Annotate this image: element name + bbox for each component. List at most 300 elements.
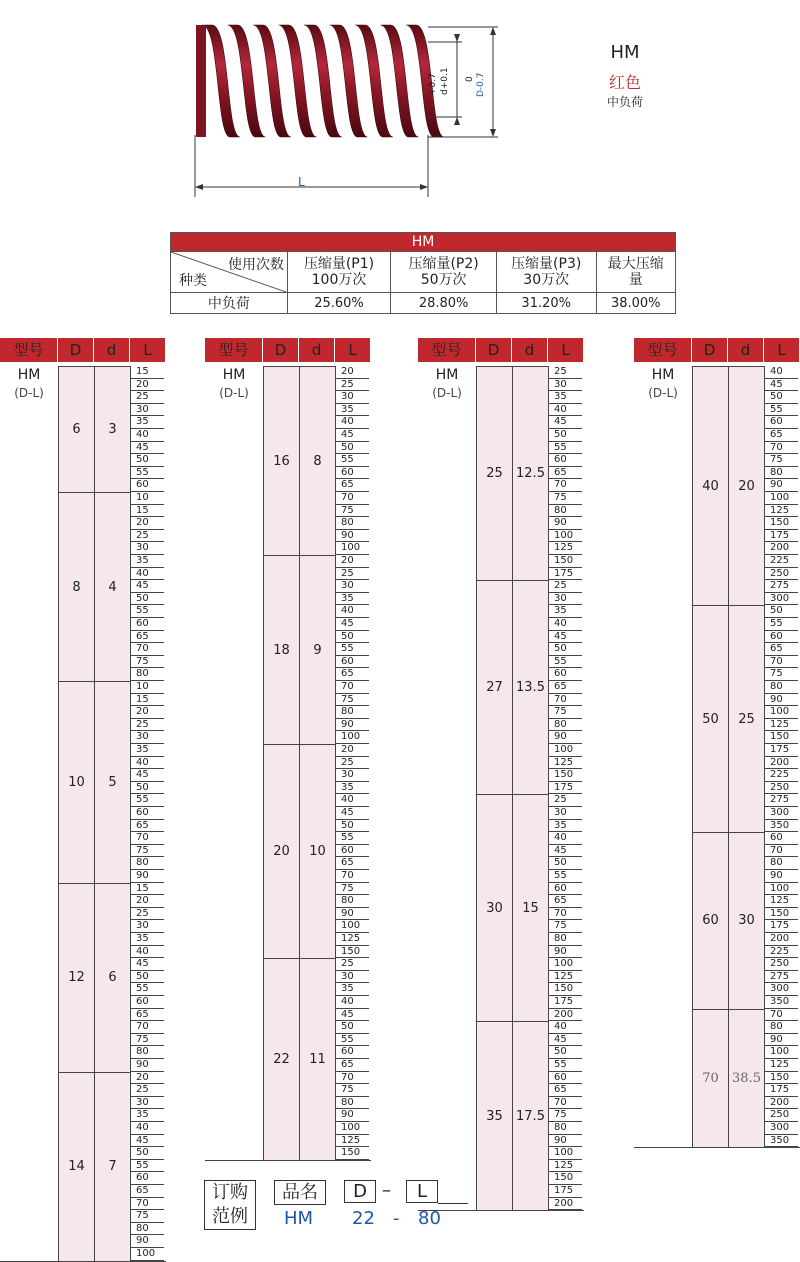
spec-L-value: 40 <box>548 1021 582 1034</box>
spec-L-value: 80 <box>548 719 582 732</box>
spring-coil <box>202 25 240 137</box>
spec-baseline <box>205 1160 371 1161</box>
spec-L-value: 70 <box>548 479 582 492</box>
spec-L-value: 65 <box>548 895 582 908</box>
spec-L-value: 65 <box>130 1009 164 1022</box>
spec-L-value: 55 <box>548 656 582 669</box>
spec-L-value: 225 <box>764 555 798 568</box>
spec-D-cell: 20 <box>263 744 300 959</box>
spec-L-value: 70 <box>335 492 369 505</box>
spec-L-value: 55 <box>130 605 164 618</box>
spec-header <box>418 338 584 362</box>
spec-L-value: 35 <box>130 1109 164 1122</box>
spec-L-value: 175 <box>764 744 798 757</box>
spec-L-value: 55 <box>548 1059 582 1072</box>
spec-L-value: 125 <box>764 719 798 732</box>
spec-L-value: 35 <box>130 933 164 946</box>
header-max: 最大压缩 量 <box>596 252 676 293</box>
spec-L-value: 25 <box>335 757 369 770</box>
spec-L-value: 70 <box>548 1097 582 1110</box>
spec-L-value: 25 <box>548 794 582 807</box>
spec-L-value: 40 <box>764 366 798 379</box>
spec-L-value: 90 <box>335 908 369 921</box>
spec-L-value: 40 <box>130 1122 164 1135</box>
spec-L-value: 75 <box>335 505 369 518</box>
spec-L-value: 250 <box>764 568 798 581</box>
spec-L-value: 80 <box>764 681 798 694</box>
spec-L-value: 100 <box>335 731 369 744</box>
spec-L-value: 275 <box>764 794 798 807</box>
spec-L-value: 80 <box>764 857 798 870</box>
spec-L-value: 25 <box>548 366 582 379</box>
spec-L-value: 55 <box>130 983 164 996</box>
spec-L-value: 65 <box>130 820 164 833</box>
spec-L-value: 150 <box>764 1072 798 1085</box>
spec-L-value: 15 <box>130 883 164 896</box>
spec-L-value: 175 <box>764 1084 798 1097</box>
spec-L-value: 80 <box>548 1122 582 1135</box>
spec-L-value: 30 <box>335 769 369 782</box>
spec-L-value: 100 <box>548 1147 582 1160</box>
spec-L-value: 70 <box>335 681 369 694</box>
spec-L-value: 80 <box>130 1223 164 1236</box>
spec-L-value: 65 <box>548 1084 582 1097</box>
spec-L-value: 200 <box>764 933 798 946</box>
spec-L-value: 15 <box>130 366 164 379</box>
spec-L-value: 30 <box>130 542 164 555</box>
spec-L-value: 65 <box>764 643 798 656</box>
spring-coil <box>279 25 317 137</box>
spec-L-value: 100 <box>764 492 798 505</box>
spec-L-value: 350 <box>764 996 798 1009</box>
spec-header-0: 型号 <box>0 338 58 362</box>
spec-L-value: 90 <box>335 530 369 543</box>
spec-L-value: 35 <box>548 820 582 833</box>
spec-L-value: 175 <box>548 1185 582 1198</box>
spec-L-value: 75 <box>548 706 582 719</box>
spec-d-cell: 30 <box>728 832 765 1009</box>
spec-L-value: 125 <box>764 895 798 908</box>
spec-L-value: 175 <box>548 996 582 1009</box>
spec-L-value: 90 <box>130 1059 164 1072</box>
spec-L-value: 60 <box>764 416 798 429</box>
spec-L-value: 30 <box>130 920 164 933</box>
spec-d-cell: 15 <box>512 794 549 1022</box>
spec-L-value: 50 <box>548 857 582 870</box>
spec-L-value: 60 <box>335 1046 369 1059</box>
spec-L-value: 90 <box>130 870 164 883</box>
spec-L-value: 65 <box>335 479 369 492</box>
spec-L-value: 30 <box>335 971 369 984</box>
spec-L-value: 35 <box>548 391 582 404</box>
spec-L-value: 35 <box>335 983 369 996</box>
product-model: HM <box>610 42 640 63</box>
spec-D-cell: 60 <box>692 832 729 1009</box>
spec-D-cell: 6 <box>58 366 95 493</box>
order-example-L: 80 <box>418 1208 441 1229</box>
spec-L-value: 20 <box>335 744 369 757</box>
order-example-dash: - <box>393 1208 400 1229</box>
spec-L-value: 40 <box>335 416 369 429</box>
spec-L-value: 125 <box>764 1059 798 1072</box>
spec-L-value: 150 <box>548 1172 582 1185</box>
order-underline <box>438 1203 468 1204</box>
spec-L-value: 150 <box>335 1147 369 1160</box>
spec-L-value: 200 <box>764 1097 798 1110</box>
spec-header-3: L <box>548 338 584 362</box>
spec-L-value: 15 <box>130 694 164 707</box>
spec-d-cell: 4 <box>94 492 131 682</box>
spec-model: HM <box>222 367 246 383</box>
spec-L-value: 45 <box>335 429 369 442</box>
load-table-title: HM <box>171 233 676 252</box>
spec-L-value: 100 <box>335 542 369 555</box>
spec-L-value: 125 <box>764 505 798 518</box>
spec-L-value: 70 <box>764 1009 798 1022</box>
spec-L-value: 25 <box>130 530 164 543</box>
spec-L-value: 45 <box>130 442 164 455</box>
spec-L-value: 150 <box>764 731 798 744</box>
spec-L-value: 90 <box>130 1235 164 1248</box>
spec-L-value: 25 <box>130 391 164 404</box>
spec-L-value: 75 <box>548 920 582 933</box>
spec-L-value: 25 <box>130 1084 164 1097</box>
spec-L-value: 75 <box>130 1210 164 1223</box>
spec-L-value: 75 <box>130 1034 164 1047</box>
spec-L-value: 40 <box>335 794 369 807</box>
spec-L-value: 45 <box>130 769 164 782</box>
spec-L-value: 45 <box>764 379 798 392</box>
spec-L-value: 45 <box>335 1009 369 1022</box>
spec-L-value: 90 <box>335 1109 369 1122</box>
spec-header-3: L <box>130 338 166 362</box>
order-example-label: 订购 范例 <box>204 1180 256 1230</box>
spec-L-value: 55 <box>548 870 582 883</box>
spec-L-value: 70 <box>764 442 798 455</box>
spec-L-value: 75 <box>335 694 369 707</box>
spec-L-value: 125 <box>335 933 369 946</box>
spec-L-value: 40 <box>548 404 582 417</box>
spec-L-value: 50 <box>548 1046 582 1059</box>
spec-L-value: 225 <box>764 946 798 959</box>
spec-baseline <box>634 1147 800 1148</box>
spec-header-3: L <box>764 338 800 362</box>
spec-L-value: 60 <box>130 1172 164 1185</box>
spec-L-value: 50 <box>548 643 582 656</box>
order-d-box: D <box>344 1180 376 1203</box>
spec-L-value: 20 <box>130 379 164 392</box>
spec-L-value: 350 <box>764 820 798 833</box>
spring-drawing <box>190 15 510 200</box>
spec-L-value: 60 <box>335 656 369 669</box>
spec-D-cell: 25 <box>476 366 513 581</box>
spec-L-value: 55 <box>130 467 164 480</box>
spec-L-value: 30 <box>548 807 582 820</box>
spec-L-value: 45 <box>130 580 164 593</box>
spec-L-value: 275 <box>764 580 798 593</box>
d-tolerance: d+0.1 <box>440 67 450 95</box>
spec-L-value: 90 <box>548 517 582 530</box>
spec-model-label <box>0 366 58 402</box>
spec-L-value: 100 <box>130 1248 164 1261</box>
spec-L-value: 80 <box>335 517 369 530</box>
spec-d-cell: 3 <box>94 366 131 493</box>
spring-coil <box>253 25 291 137</box>
spec-d-cell: 9 <box>299 555 336 745</box>
spec-baseline <box>0 1261 166 1262</box>
spec-D-cell: 30 <box>476 794 513 1022</box>
spec-L-value: 70 <box>335 1072 369 1085</box>
spec-L-value: 30 <box>130 404 164 417</box>
spec-L-value: 70 <box>130 832 164 845</box>
spec-L-value: 40 <box>548 618 582 631</box>
spec-L-value: 125 <box>548 757 582 770</box>
spec-L-value: 80 <box>335 706 369 719</box>
spec-L-value: 50 <box>764 605 798 618</box>
spec-L-value: 65 <box>764 429 798 442</box>
spec-d-cell: 10 <box>299 744 336 959</box>
spec-L-value: 125 <box>548 1160 582 1173</box>
spec-L-value: 275 <box>764 971 798 984</box>
spec-L-value: 80 <box>764 467 798 480</box>
spec-L-value: 45 <box>130 958 164 971</box>
spec-L-value: 35 <box>130 416 164 429</box>
spec-D-cell: 22 <box>263 958 300 1161</box>
spec-L-value: 75 <box>548 492 582 505</box>
spec-L-value: 75 <box>548 1109 582 1122</box>
spring-coil <box>355 25 393 137</box>
value-p3: 31.20% <box>496 293 596 314</box>
spec-L-value: 150 <box>548 769 582 782</box>
spec-L-value: 90 <box>335 719 369 732</box>
D-tolerance-top: 0 <box>465 76 475 82</box>
order-l-box: L <box>406 1180 438 1203</box>
spec-L-value: 65 <box>548 467 582 480</box>
spec-L-value: 70 <box>548 694 582 707</box>
spec-d-cell: 5 <box>94 681 131 884</box>
spec-L-value: 45 <box>335 807 369 820</box>
spec-L-value: 70 <box>130 1198 164 1211</box>
spec-L-value: 10 <box>130 492 164 505</box>
spec-L-value: 75 <box>130 656 164 669</box>
spec-L-value: 55 <box>335 1034 369 1047</box>
spec-d-cell: 17.5 <box>512 1021 549 1211</box>
spec-L-value: 75 <box>335 883 369 896</box>
header-p3: 压缩量(P3) 30万次 <box>496 252 596 293</box>
spec-model: HM <box>435 367 459 383</box>
spec-L-value: 300 <box>764 807 798 820</box>
spec-L-value: 90 <box>764 870 798 883</box>
spec-L-value: 300 <box>764 1122 798 1135</box>
spec-L-value: 55 <box>764 618 798 631</box>
spec-D-cell: 14 <box>58 1072 95 1262</box>
spec-L-value: 80 <box>335 1097 369 1110</box>
spec-L-value: 75 <box>764 668 798 681</box>
spec-L-value: 125 <box>548 542 582 555</box>
spec-L-value: 300 <box>764 593 798 606</box>
spec-L-value: 40 <box>130 757 164 770</box>
spec-L-value: 40 <box>548 832 582 845</box>
spec-L-value: 30 <box>335 391 369 404</box>
spec-L-value: 25 <box>130 908 164 921</box>
spec-header-0: 型号 <box>418 338 476 362</box>
spec-d-cell: 11 <box>299 958 336 1161</box>
spec-L-value: 225 <box>764 769 798 782</box>
header-p1: 压缩量(P1) 100万次 <box>287 252 391 293</box>
spec-L-value: 35 <box>130 744 164 757</box>
spec-L-value: 250 <box>764 782 798 795</box>
spec-L-value: 20 <box>130 706 164 719</box>
spec-L-value: 30 <box>548 379 582 392</box>
spec-d-cell: 7 <box>94 1072 131 1262</box>
spec-L-value: 45 <box>548 416 582 429</box>
spec-L-value: 20 <box>335 366 369 379</box>
spec-L-value: 175 <box>764 530 798 543</box>
spec-L-value: 50 <box>130 593 164 606</box>
spec-L-value: 60 <box>335 845 369 858</box>
spec-L-value: 50 <box>335 442 369 455</box>
spec-L-value: 100 <box>335 920 369 933</box>
spec-L-value: 80 <box>335 895 369 908</box>
spec-L-value: 75 <box>764 454 798 467</box>
spec-L-value: 60 <box>548 1072 582 1085</box>
spec-L-value: 20 <box>130 895 164 908</box>
spec-L-value: 55 <box>335 454 369 467</box>
spec-L-value: 50 <box>130 971 164 984</box>
spec-L-value: 50 <box>764 391 798 404</box>
spec-L-value: 70 <box>130 1021 164 1034</box>
spec-L-value: 90 <box>548 731 582 744</box>
spec-d-cell: 12.5 <box>512 366 549 581</box>
spring-coil <box>304 25 342 137</box>
spec-L-value: 60 <box>335 467 369 480</box>
spec-L-value: 25 <box>130 719 164 732</box>
spec-L-value: 100 <box>764 1046 798 1059</box>
spec-L-value: 60 <box>548 883 582 896</box>
spec-L-value: 200 <box>548 1009 582 1022</box>
value-max: 38.00% <box>596 293 676 314</box>
spec-L-value: 40 <box>130 429 164 442</box>
spec-L-value: 100 <box>335 1122 369 1135</box>
spec-L-value: 45 <box>130 1135 164 1148</box>
spec-L-value: 300 <box>764 983 798 996</box>
spec-header-2: d <box>512 338 548 362</box>
spec-L-value: 50 <box>335 820 369 833</box>
spec-L-value: 80 <box>548 505 582 518</box>
spec-d-cell: 38.5 <box>728 1009 765 1149</box>
spec-d-cell: 25 <box>728 605 765 833</box>
spec-L-value: 100 <box>548 958 582 971</box>
spec-L-value: 45 <box>548 631 582 644</box>
spec-L-value: 150 <box>764 908 798 921</box>
spec-L-value: 70 <box>335 870 369 883</box>
spec-header-0: 型号 <box>634 338 692 362</box>
spec-header-2: d <box>728 338 764 362</box>
spec-L-value: 90 <box>548 1135 582 1148</box>
spec-L-value: 60 <box>130 479 164 492</box>
spec-L-value: 50 <box>130 782 164 795</box>
spec-L-value: 35 <box>335 593 369 606</box>
spec-L-value: 90 <box>764 1034 798 1047</box>
spec-L-value: 100 <box>764 883 798 896</box>
spec-L-value: 150 <box>335 946 369 959</box>
spec-model-sub: (D-L) <box>648 386 678 400</box>
spec-L-value: 30 <box>130 1097 164 1110</box>
spec-L-value: 55 <box>548 442 582 455</box>
spec-L-value: 50 <box>548 429 582 442</box>
order-example-model: HM <box>284 1208 314 1229</box>
spec-L-value: 25 <box>335 568 369 581</box>
corner-bottom-label: 种类 <box>179 273 207 289</box>
spec-L-value: 200 <box>764 542 798 555</box>
spec-D-cell: 16 <box>263 366 300 556</box>
spec-L-value: 50 <box>130 454 164 467</box>
spec-L-value: 45 <box>548 1034 582 1047</box>
spec-L-value: 100 <box>764 706 798 719</box>
spring-coil <box>330 25 368 137</box>
spec-L-value: 60 <box>764 832 798 845</box>
spec-L-value: 30 <box>548 593 582 606</box>
spec-L-value: 175 <box>548 568 582 581</box>
order-name-label: 品名 <box>274 1180 326 1205</box>
spec-L-value: 25 <box>335 379 369 392</box>
spec-D-cell: 40 <box>692 366 729 606</box>
spec-header-3: L <box>335 338 371 362</box>
spec-L-value: 80 <box>130 1046 164 1059</box>
spec-L-value: 150 <box>764 517 798 530</box>
spec-L-value: 20 <box>130 517 164 530</box>
spec-L-value: 100 <box>548 744 582 757</box>
length-label: L <box>298 175 305 189</box>
spec-L-value: 60 <box>548 454 582 467</box>
spec-d-cell: 13.5 <box>512 580 549 795</box>
spec-L-value: 350 <box>764 1135 798 1148</box>
load-table-corner <box>171 252 288 293</box>
order-example-D: 22 <box>352 1208 375 1229</box>
spec-L-value: 80 <box>764 1021 798 1034</box>
spec-L-value: 15 <box>130 505 164 518</box>
spec-L-value: 175 <box>764 920 798 933</box>
spec-model-sub: (D-L) <box>219 386 249 400</box>
spec-L-value: 65 <box>130 631 164 644</box>
spec-L-value: 60 <box>764 631 798 644</box>
spec-L-value: 35 <box>548 605 582 618</box>
spec-L-value: 90 <box>764 479 798 492</box>
spec-L-value: 150 <box>548 983 582 996</box>
product-load: 中负荷 <box>606 95 643 109</box>
spec-L-value: 60 <box>130 807 164 820</box>
spec-baseline <box>418 1210 584 1211</box>
spec-L-value: 60 <box>548 668 582 681</box>
spec-header-1: D <box>263 338 299 362</box>
spec-L-value: 250 <box>764 1109 798 1122</box>
load-table <box>170 232 676 314</box>
spec-header-1: D <box>476 338 512 362</box>
spec-L-value: 125 <box>335 1135 369 1148</box>
spec-L-value: 10 <box>130 681 164 694</box>
spec-header-0: 型号 <box>205 338 263 362</box>
spring-end <box>196 25 206 137</box>
spec-L-value: 200 <box>764 757 798 770</box>
spec-L-value: 50 <box>335 1021 369 1034</box>
spec-L-value: 55 <box>764 404 798 417</box>
spec-D-cell: 35 <box>476 1021 513 1211</box>
spec-L-value: 100 <box>548 530 582 543</box>
spec-header-2: d <box>94 338 130 362</box>
spec-L-value: 70 <box>130 643 164 656</box>
spec-L-value: 200 <box>548 1198 582 1211</box>
spec-model: HM <box>651 367 675 383</box>
